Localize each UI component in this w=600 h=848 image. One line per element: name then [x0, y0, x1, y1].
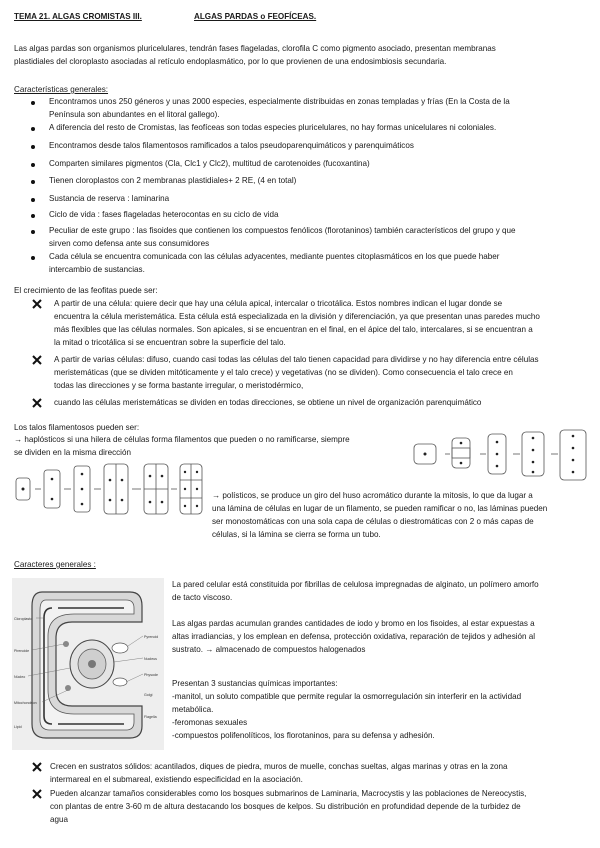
iodine-line-3: sustrato. → almacenado de compuestos halogenados	[172, 645, 366, 654]
substance-line-4: -compuestos polifenolíticos, los florotaninos, para su defensa y adhesión.	[172, 731, 435, 740]
char-item-6: Sustancia de reserva : laminarina	[49, 194, 170, 203]
growth-item-3: cuando las células meristemáticas se dividen en todas direcciones, se obtiene un nivel de organización parenquimático	[54, 398, 482, 407]
char-item-1-line-2: Península son abundantes en el litoral gallego).	[49, 110, 220, 119]
x-mark-icon	[32, 299, 42, 309]
bullet-dot	[31, 230, 35, 234]
substance-line-3: -feromonas sexuales	[172, 718, 248, 727]
polystic-line-4: células, si la lámina se cierra se forma un tubo.	[212, 530, 381, 539]
diagram-label: Núcleo	[14, 675, 26, 679]
bullet-dot	[31, 145, 35, 149]
habitat-item-2-line-3: agua	[50, 815, 69, 824]
haplostic-line-1: → haplósticos si una hilera de células forma filamentos que pueden o no ramificarse, siempre	[14, 435, 350, 444]
diagram-label: Nucleus	[144, 657, 157, 661]
char-item-3: Encontramos desde talos filamentosos ramificados a talos pseudoparenquimáticos y parenquimáticos	[49, 141, 414, 150]
x-mark-icon	[32, 762, 42, 772]
substances-title: Presentan 3 sustancias químicas importantes:	[172, 679, 338, 688]
habitat-item-2-line-2: con plantas de entre 3-60 m de altura destacando los bosques de kelpos. Su distribución en profundidad depende de la turbidez de	[50, 802, 521, 811]
diagram-label: Pyrenoid	[144, 635, 159, 639]
growth-item-1-line-3: más flexibles que las células normales. Son apicales, si se encuentran en el final, en el ápice del talo, intercalares, si se encuentran a	[54, 325, 533, 334]
bullet-dot	[31, 101, 35, 105]
habitat-item-1-line-2: intermareal en el submareal, existiendo especificidad en la asociación.	[50, 775, 303, 784]
growth-item-2-line-1: A partir de varias células: difuso, cuando casi todas las células del talo tienen capacidad para dividirse y no hay diferencia entre células	[54, 355, 539, 364]
bullet-dot	[31, 163, 35, 167]
char-item-9-line-2: intercambio de sustancias.	[49, 265, 145, 274]
growth-item-1-line-1: A partir de una célula: quiere decir que hay una célula apical, intercalar o tricotálica. Estos nombres indican el lugar donde se	[54, 299, 503, 308]
diagram-label: Lipid	[14, 725, 22, 729]
header-title: ALGAS PARDAS o FEOFÍCEAS.	[194, 12, 317, 21]
char-item-4: Comparten similares pigmentos (Cla, Clc1 y Clc2), multitud de carotenoides (fucoxantina)	[49, 159, 370, 168]
characteristics-title: Características generales:	[14, 85, 109, 94]
polystic-line-2: una lámina de células en lugar de un filamento, se pueden ramificar o no, las láminas pueden	[212, 504, 548, 513]
diagram-label: Flagella	[144, 715, 157, 719]
growth-item-2-line-3: todas las direcciones y se forma bastante irregular, o meristodérmico,	[54, 381, 304, 390]
growth-item-1-line-2: encuentra la célula meristemática. Esta célula está especializada en la división y diferenciación, ya que presentan unas paredes mucho	[54, 312, 540, 321]
bullet-dot	[31, 256, 35, 260]
haplostic-filament-diagram	[412, 428, 592, 484]
bullet-dot	[31, 214, 35, 218]
intro-line-2: plastidiales del cloroplasto asociadas al retículo endoplasmático, por lo que provienen de una endosimbiosis secundaria.	[14, 57, 447, 66]
char-item-8-line-2: sirven como defensa ante sus consumidores	[49, 239, 210, 248]
growth-item-1-line-4: la mitad o tricotálica si se encuentran sobre la superficie del talo.	[54, 338, 286, 347]
diagram-label: Cloroplasto	[14, 617, 33, 621]
diagram-label: Golgi	[144, 693, 153, 697]
habitat-item-1-line-1: Crecen en sustratos sólidos: acantilados, diques de piedra, muros de muelle, conchas sueltas, algas marinas y otras en la zona	[50, 762, 508, 771]
char-item-7: Ciclo de vida : fases flageladas heterocontas en su ciclo de vida	[49, 210, 279, 219]
polystic-line-1: → polísticos, se produce un giro del huso acromático durante la mitosis, lo que da lugar a	[212, 491, 533, 500]
iodine-line-1: Las algas pardas acumulan grandes cantidades de iodo y bromo en los fisoides, al estar expuestas a	[172, 619, 535, 628]
bullet-dot	[31, 127, 35, 131]
char-item-8-line-1: Peculiar de este grupo : las fisoides que contienen los compuestos fenólicos (florotaninos) también característicos del grupo y que	[49, 226, 516, 235]
bullet-dot	[31, 198, 35, 202]
substance-line-1: -manitol, un soluto compatible que permite regular la osmorregulación sin interferir en la actividad	[172, 692, 522, 701]
habitat-item-2-line-1: Pueden alcanzar tamaños considerables como los bosques submarinos de Laminaria, Macrocystis y las poblaciones de Nereocystis,	[50, 789, 527, 798]
general-title: Caracteres generales :	[14, 560, 96, 569]
x-mark-icon	[32, 398, 42, 408]
intro-line-1: Las algas pardas son organismos pluricelulares, tendrán fases flageladas, clorofila C como pigmento asociado, presentan membranas	[14, 44, 496, 53]
diagram-label: Physode	[144, 673, 158, 677]
substance-line-2: metabólica.	[172, 705, 214, 714]
brown-algae-cell-diagram	[12, 578, 164, 750]
char-item-9-line-1: Cada célula se encuentra comunicada con las células adyacentes, mediante puentes citoplasmáticos en los que puede haber	[49, 252, 500, 261]
char-item-1-line-1: Encontramos unos 250 géneros y unas 2000 especies, especialmente distribuidas en zonas templadas y frías (En la Costa de la	[49, 97, 510, 106]
growth-item-2-line-2: meristemáticas (que se dividen mitóticamente y el talo crece) y vegetativas (no se dividen). Como consecuencia el talo crece en	[54, 368, 513, 377]
x-mark-icon	[32, 355, 42, 365]
bullet-dot	[31, 180, 35, 184]
wall-line-2: de tacto viscoso.	[172, 593, 233, 602]
x-mark-icon	[32, 789, 42, 799]
polystic-line-3: ser monostomáticas con una sola capa de células o diestromáticas con 2 o más capas de	[212, 517, 534, 526]
polystic-filament-diagram	[14, 460, 204, 524]
diagram-label: Mitochondrion	[14, 701, 37, 705]
header-topic: TEMA 21. ALGAS CROMISTAS III.	[14, 12, 142, 21]
char-item-5: Tienen cloroplastos con 2 membranas plastidiales+ 2 RE, (4 en total)	[49, 176, 297, 185]
char-item-2: A diferencia del resto de Cromistas, las feofíceas son todas especies pluricelulares, no hay formas unicelulares ni coloniales.	[49, 123, 497, 132]
haplostic-line-2: se dividen en la misma dirección	[14, 448, 131, 457]
wall-line-1: La pared celular está constituida por fibrillas de celulosa impregnadas de alginato, un polímero amorfo	[172, 580, 539, 589]
diagram-label: Pirenoide	[14, 649, 30, 653]
growth-title: El crecimiento de las feofitas puede ser:	[14, 286, 158, 295]
iodine-line-2: altas irradiancias, y los emplean en defensa, protección oxidativa, reparación de tejidos y adhesión al	[172, 632, 536, 641]
filaments-title: Los talos filamentosos pueden ser:	[14, 423, 140, 432]
